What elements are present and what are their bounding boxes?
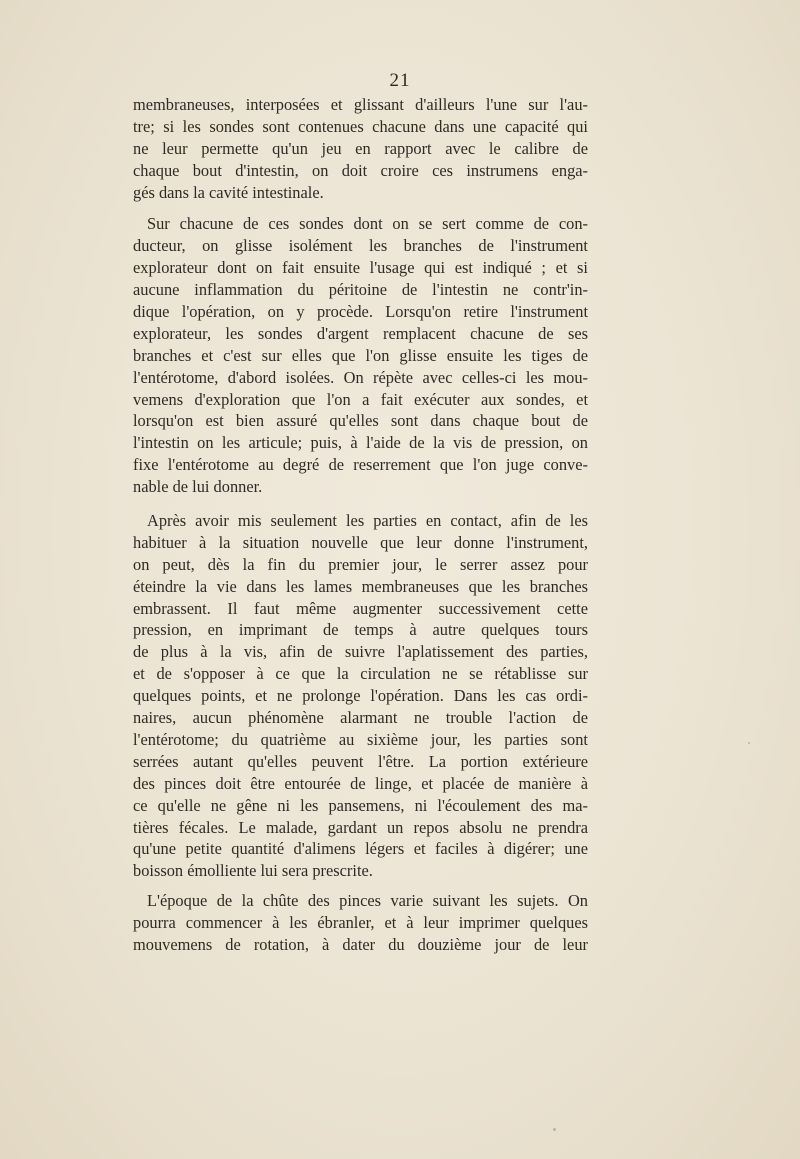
- text-line: vemens d'exploration que l'on a fait exécuter aux sondes, et: [133, 389, 588, 409]
- text-line: naires, aucun phénomène alarmant ne trouble l'action de: [133, 708, 588, 728]
- text-line: on peut, dès la fin du premier jour, le serrer assez pour: [133, 554, 588, 574]
- paragraph-4: [133, 890, 588, 956]
- text-line: l'entérotome, d'abord isolées. On répète avec celles-ci les mou-: [133, 367, 588, 387]
- text-line: fixe l'entérotome au degré de reserrement que l'on juge conve-: [133, 455, 588, 475]
- text-line: embrassent. Il faut même augmenter successivement cette: [133, 598, 588, 618]
- text-line: lorsqu'on est bien assuré qu'elles sont dans chaque bout de: [133, 411, 588, 431]
- text-line: mouvemens de rotation, à dater du douzième jour de leur: [133, 934, 588, 954]
- text-line: et de s'opposer à ce que la circulation ne se rétablisse sur: [133, 664, 588, 684]
- text-line: pourra commencer à les ébranler, et à leur imprimer quelques: [133, 913, 588, 933]
- paragraph-1: [133, 94, 588, 203]
- text-line: quelques points, et ne prolonge l'opération. Dans les cas ordi-: [133, 686, 588, 706]
- text-line: l'entérotome; du quatrième au sixième jour, les parties sont: [133, 729, 588, 749]
- text-line: éteindre la vie dans les lames membraneuses que les branches: [133, 576, 588, 596]
- text-line: nable de lui donner.: [133, 477, 263, 497]
- text-line: explorateur dont on fait ensuite l'usage qui est indiqué ; et si: [133, 258, 588, 278]
- paragraph-3: [133, 510, 588, 882]
- text-line: habituer à la situation nouvelle que leur donne l'instrument,: [133, 532, 588, 552]
- text-line: gés dans la cavité intestinale.: [133, 182, 324, 202]
- text-line: branches et c'est sur elles que l'on glisse ensuite les tiges de: [133, 345, 588, 365]
- text-line: qu'une petite quantité d'alimens légers et faciles à digérer; une: [133, 839, 588, 859]
- text-line: Après avoir mis seulement les parties en contact, afin de les: [147, 511, 588, 531]
- text-line: explorateur, les sondes d'argent remplacent chacune de ses: [133, 323, 588, 343]
- text-line: serrées autant qu'elles peuvent l'être. La portion extérieure: [133, 751, 588, 771]
- text-line: des pinces doit être entourée de linge, et placée de manière à: [133, 773, 588, 793]
- body-text: [133, 94, 588, 956]
- text-line: L'époque de la chûte des pinces varie suivant les sujets. On: [147, 891, 588, 911]
- text-line: Sur chacune de ces sondes dont on se sert comme de con-: [147, 214, 588, 234]
- text-line: l'intestin on les articule; puis, à l'aide de la vis de pression, on: [133, 433, 588, 453]
- text-line: dique l'opération, on y procède. Lorsqu'on retire l'instrument: [133, 302, 588, 322]
- paragraph-2: [133, 213, 588, 498]
- text-line: ne leur permette qu'un jeu en rapport avec le calibre de: [133, 138, 588, 158]
- text-line: aucune inflammation du péritoine de l'intestin ne contr'in-: [133, 280, 588, 300]
- text-line: tre; si les sondes sont contenues chacune dans une capacité qui: [133, 116, 588, 136]
- paper-speck: [748, 742, 750, 744]
- text-line: membraneuses, interposées et glissant d'ailleurs l'une sur l'au-: [133, 95, 588, 114]
- text-line: boisson émolliente lui sera prescrite.: [133, 861, 373, 881]
- text-line: tières fécales. Le malade, gardant un repos absolu ne prendra: [133, 817, 588, 837]
- paper-speck: [553, 1128, 556, 1131]
- text-line: chaque bout d'intestin, on doit croire ces instrumens enga-: [133, 160, 588, 180]
- page-number: 21: [389, 70, 411, 91]
- text-line: de plus à la vis, afin de suivre l'aplatissement des parties,: [133, 642, 588, 662]
- text-line: pression, en imprimant de temps à autre quelques tours: [133, 620, 588, 640]
- text-line: ducteur, on glisse isolément les branches de l'instrument: [133, 236, 588, 256]
- text-line: ce qu'elle ne gêne ni les pansemens, ni l'écoulement des ma-: [133, 795, 588, 815]
